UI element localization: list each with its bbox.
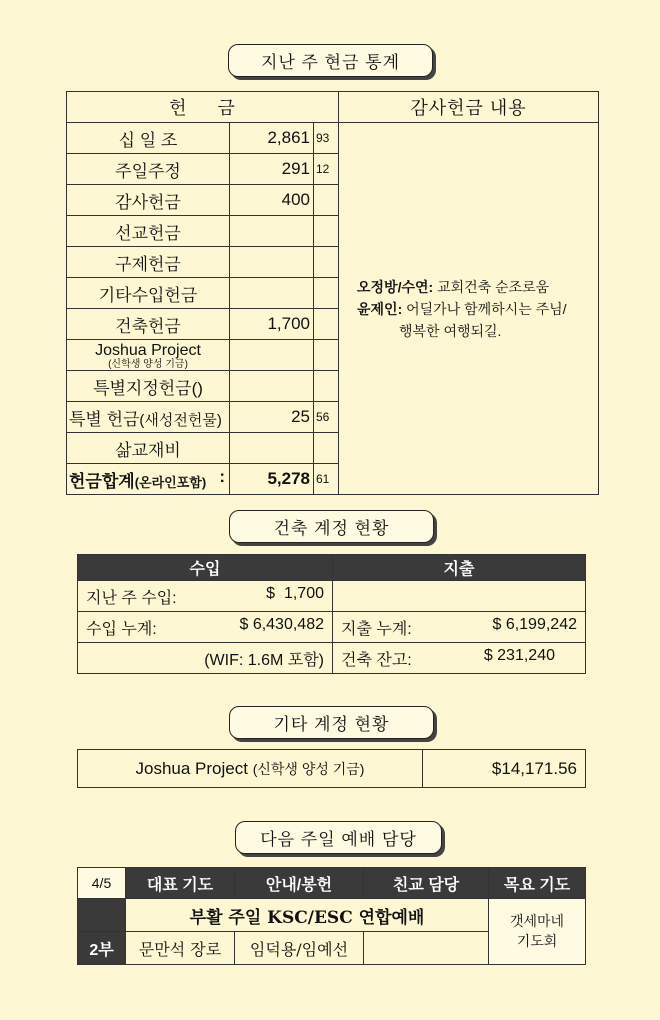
cash-cents xyxy=(314,216,339,247)
cash-label: 건축헌금 xyxy=(67,309,230,340)
cash-cents xyxy=(314,309,339,340)
cash-label: 구제헌금 xyxy=(67,247,230,278)
building-table xyxy=(77,554,586,674)
other-value: $14,171.56 xyxy=(423,750,586,788)
prayer-person: 문만석 장로 xyxy=(126,932,235,965)
expense-header: 지출 xyxy=(333,555,586,581)
cash-cents xyxy=(314,433,339,464)
prayer-header: 대표 기도 xyxy=(126,868,235,899)
thanks-note: 행복한 여행되길. xyxy=(399,322,502,339)
cash-label: 주일주정 xyxy=(67,154,230,185)
joshua-label: Joshua Project xyxy=(95,342,201,359)
fellowship-person xyxy=(364,932,489,965)
cash-amount xyxy=(230,216,314,247)
cash-amount xyxy=(230,371,314,402)
cash-label: 기타수입헌금 xyxy=(67,278,230,309)
cash-amount: 25 xyxy=(230,402,314,433)
cash-amount xyxy=(230,433,314,464)
cash-header: 헌 금 xyxy=(67,92,339,123)
thanks-notes xyxy=(339,123,599,495)
wif-note: (WIF: 1.6M 포함) xyxy=(78,643,333,674)
cash-cents xyxy=(314,247,339,278)
next-service-title: 다음 주일 예배 담당 xyxy=(235,821,442,854)
cash-amount: 291 xyxy=(230,154,314,185)
cash-label-joshua xyxy=(67,340,230,371)
cash-label: 선교헌금 xyxy=(67,216,230,247)
other-title: 기타 계정 현황 xyxy=(229,706,434,739)
building-title: 건축 계정 현황 xyxy=(229,510,434,543)
other-name: Joshua Project (신학생 양성 기금) xyxy=(78,750,423,788)
cash-cents xyxy=(314,185,339,216)
usher-header: 안내/봉헌 xyxy=(235,868,364,899)
cash-cents: 12 xyxy=(314,154,339,185)
cash-stats-table xyxy=(66,91,599,495)
service-banner: 부활 주일 KSC/ESC 연합예배 xyxy=(126,899,489,932)
cash-amount xyxy=(230,247,314,278)
cash-amount: 400 xyxy=(230,185,314,216)
income-header: 수입 xyxy=(78,555,333,581)
thursday-header: 목요 기도 xyxy=(489,868,586,899)
cash-label: 삶교재비 xyxy=(67,433,230,464)
other-table xyxy=(77,749,586,788)
part-blank xyxy=(78,899,126,932)
fellowship-header: 친교 담당 xyxy=(364,868,489,899)
cash-total-amount: 5,278 xyxy=(230,464,314,495)
cash-label: 특별 헌금(새성전헌물) xyxy=(67,402,230,433)
cash-amount: 1,700 xyxy=(230,309,314,340)
building-balance: 건축 잔고: $ 231,240 xyxy=(333,643,586,674)
thanks-header: 감사헌금 내용 xyxy=(339,92,599,123)
empty-cell xyxy=(333,581,586,612)
cash-cents xyxy=(314,278,339,309)
usher-person: 임덕용/임예선 xyxy=(235,932,364,965)
next-service-table xyxy=(77,867,586,965)
cash-label: 십 일 조 xyxy=(67,123,230,154)
cash-stats-title: 지난 주 현금 통계 xyxy=(228,44,433,77)
cash-cents xyxy=(314,340,339,371)
cash-total-cents: 61 xyxy=(314,464,339,495)
expense-total: 지출 누계: $ 6,199,242 xyxy=(333,612,586,643)
last-week-income: 지난 주 수입: $ 1,700 xyxy=(78,581,333,612)
cash-cents: 56 xyxy=(314,402,339,433)
cash-amount: 2,861 xyxy=(230,123,314,154)
cash-label: 감사헌금 xyxy=(67,185,230,216)
income-total: 수입 누계: $ 6,430,482 xyxy=(78,612,333,643)
cash-cents xyxy=(314,371,339,402)
part-label: 2부 xyxy=(78,932,126,965)
thanks-note: 윤제인: 어딜가나 함께하시는 주님/ xyxy=(357,300,567,317)
cash-amount xyxy=(230,340,314,371)
cash-label: 특별지정헌금() xyxy=(67,371,230,402)
service-date: 4/5 xyxy=(78,868,126,899)
cash-amount xyxy=(230,278,314,309)
thanks-note: 오정방/수연: 교회건축 순조로움 xyxy=(357,278,550,295)
joshua-sublabel: (신학생 양성 기금) xyxy=(108,359,188,370)
cash-total-label: 헌금합계(온라인포함) : xyxy=(67,464,230,495)
thursday-prayer: 갯세마네 기도회 xyxy=(489,899,586,965)
cash-cents: 93 xyxy=(314,123,339,154)
